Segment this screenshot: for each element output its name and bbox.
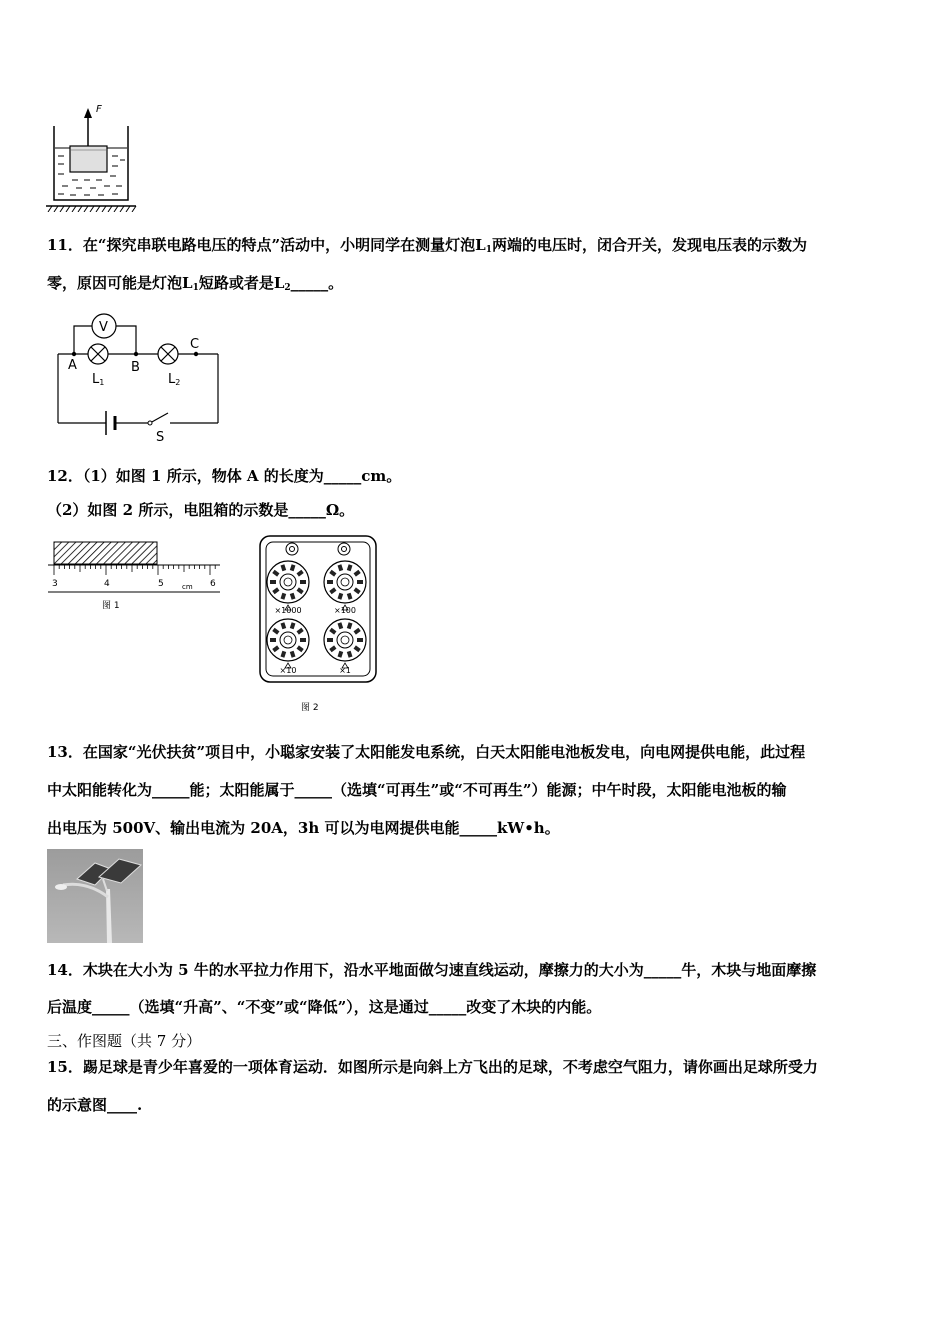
ruler-tick-4: 4 <box>104 579 110 589</box>
question-11-line2: 零，原因可能是灯泡$L_1$短路或者是$L_2\_\_\_\_\_$。 <box>47 274 344 293</box>
voltmeter-label: V <box>99 320 108 335</box>
dial-multiplier-1000: ×1000 <box>274 606 302 615</box>
switch-label: S <box>156 430 165 445</box>
question-14-line2: 后温度_____（选填“升高”、“不变”或“降低”），这是通过_____改变了木块的内能。 <box>47 998 602 1016</box>
circuit-diagram <box>50 310 230 450</box>
ruler-unit: cm <box>182 583 193 591</box>
dial-multiplier-1: ×1 <box>339 666 351 675</box>
object-a <box>54 542 157 564</box>
question-12-part2: （2）如图 2 所示，电阻箱的示数是_____Ω。 <box>47 501 355 519</box>
point-a-label: A <box>68 358 77 373</box>
lamp2-label: L2 <box>168 372 181 387</box>
dial-multiplier-100: ×100 <box>334 606 356 615</box>
question-13-line2: 中太阳能转化为_____能；太阳能属于_____（选填“可再生”或“不可再生”）能源；中午时段，太阳能电池板的输 <box>47 781 787 799</box>
fig1-caption: 图 1 <box>102 601 120 611</box>
question-13-line1: 13．在国家“光伏扶贫”项目中，小聪家安装了太阳能发电系统，白天太阳能电池板发电，向电网提供电能，此过程 <box>47 743 806 761</box>
question-11-line1: 11．在“探究串联电路电压的特点”活动中，小明同学在测量灯泡$L_1$两端的电压时，闭合开关，发现电压表的示数为 <box>47 236 807 255</box>
lamp1-label: L1 <box>92 372 105 387</box>
point-b-label: B <box>131 360 140 375</box>
ruler-tick-5: 5 <box>158 579 164 589</box>
dial-multiplier-10: ×10 <box>279 666 297 675</box>
ruler-tick-6: 6 <box>210 579 216 589</box>
ruler-tick-3: 3 <box>52 579 58 589</box>
question-12-part1: 12．（1）如图 1 所示，物体 A 的长度为_____cm。 <box>47 467 402 485</box>
point-c-label: C <box>190 337 200 352</box>
resistance-box-figure <box>258 534 380 716</box>
section-3-title: 三、作图题（共 7 分） <box>47 1032 202 1050</box>
force-label: F <box>96 104 102 115</box>
question-15-line2: 的示意图____. <box>47 1096 143 1114</box>
tank-figure <box>44 100 140 212</box>
solar-lamp-photo <box>47 849 143 943</box>
question-13-line3: 出电压为 500V、输出电流为 20A，3h 可以为电网提供电能_____kW•h。 <box>47 819 560 837</box>
ruler-figure <box>44 538 226 614</box>
question-14-line1: 14．木块在大小为 5 牛的水平拉力作用下，沿水平地面做匀速直线运动，摩擦力的大小为_____牛，木块与地面摩擦 <box>47 961 817 979</box>
question-15-line1: 15．踢足球是青少年喜爱的一项体育运动．如图所示是向斜上方飞出的足球，不考虑空气阻力，请你画出足球所受力 <box>47 1058 818 1076</box>
fig2-caption: 图 2 <box>301 703 319 713</box>
